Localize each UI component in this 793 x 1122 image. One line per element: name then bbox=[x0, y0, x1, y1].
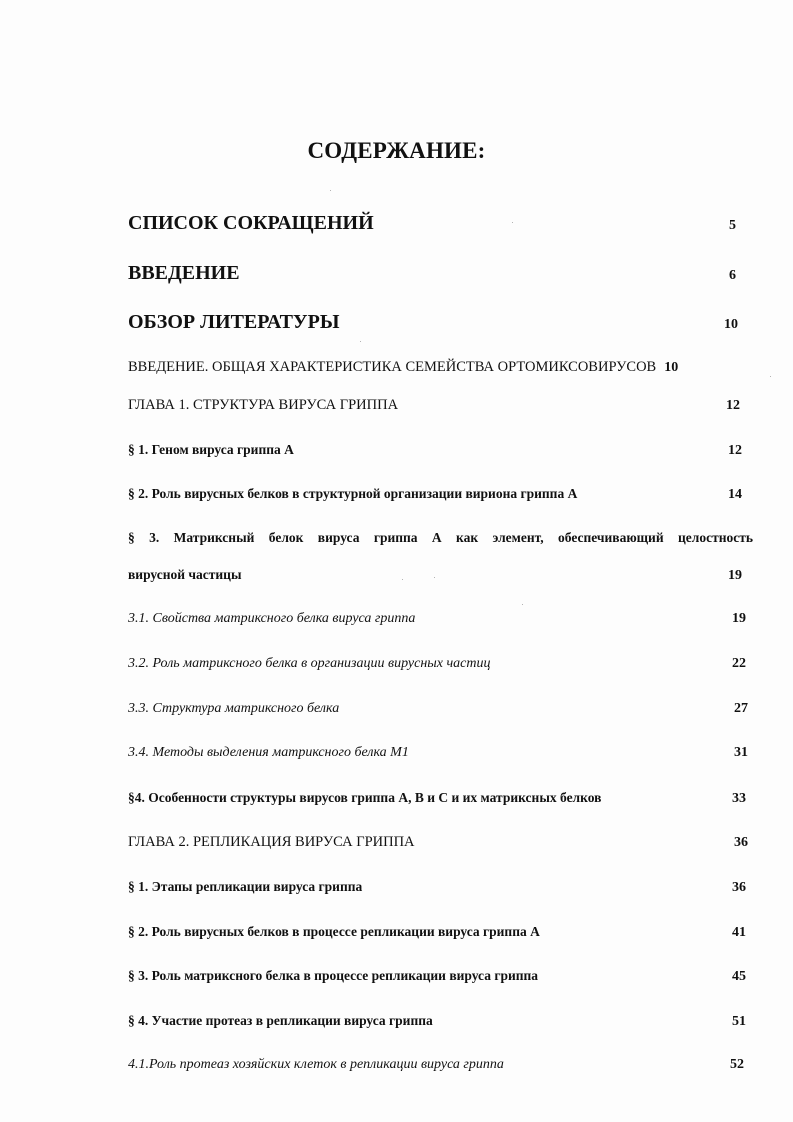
toc-entry-text: СПИСОК СОКРАЩЕНИЙ bbox=[128, 212, 374, 234]
toc-entry-text: ВВЕДЕНИЕ bbox=[128, 262, 240, 284]
toc-entry-text: 4.1.Роль протеаз хозяйских клеток в репликации вируса гриппа bbox=[128, 1057, 504, 1072]
toc-entry bbox=[128, 879, 748, 896]
scan-speck bbox=[770, 376, 771, 377]
toc-entry bbox=[128, 359, 743, 376]
toc-entry-text: ОБЗОР ЛИТЕРАТУРЫ bbox=[128, 311, 340, 333]
toc-page-number: 27 bbox=[734, 701, 748, 716]
toc-page-number: 12 bbox=[726, 398, 740, 413]
toc-entry-text-line-2: вирусной частицы bbox=[128, 567, 242, 582]
toc-page-number: 36 bbox=[732, 880, 746, 895]
toc-entry bbox=[128, 262, 748, 285]
toc-entry-text: 3.4. Методы выделения матриксного белка М1 bbox=[128, 745, 409, 760]
toc-entry bbox=[128, 834, 748, 851]
toc-page-number: 36 bbox=[734, 835, 748, 850]
toc-page-number: 5 bbox=[729, 218, 736, 233]
toc-entry-text: 3.3. Структура матриксного белка bbox=[128, 701, 340, 716]
toc-page-number: 52 bbox=[730, 1057, 744, 1072]
toc-entry bbox=[128, 701, 748, 717]
toc-entry bbox=[128, 968, 748, 985]
scan-speck bbox=[522, 604, 523, 605]
scan-speck bbox=[434, 577, 435, 578]
toc-entry-text: ВВЕДЕНИЕ. ОБЩАЯ ХАРАКТЕРИСТИКА СЕМЕЙСТВА ОРТОМИКСОВИРУСОВ bbox=[128, 359, 657, 375]
toc-entry bbox=[128, 611, 748, 627]
toc-entry bbox=[128, 486, 748, 503]
toc-entry bbox=[128, 1057, 748, 1073]
toc-entry-text: § 4. Участие протеаз в репликации вируса гриппа bbox=[128, 1013, 433, 1028]
page-title: СОДЕРЖАНИЕ: bbox=[307, 138, 486, 163]
toc-entry-text: § 2. Роль вирусных белков в процессе репликации вируса гриппа А bbox=[128, 924, 540, 939]
toc-page-number: 6 bbox=[729, 268, 736, 283]
toc-entry bbox=[128, 745, 748, 761]
toc-entry-text: § 3. Роль матриксного белка в процессе репликации вируса гриппа bbox=[128, 968, 539, 983]
scan-speck bbox=[330, 190, 331, 191]
toc-page-number: 51 bbox=[732, 1014, 746, 1029]
toc-page-number: 19 bbox=[728, 568, 742, 583]
toc-page-number: 14 bbox=[728, 487, 742, 502]
toc-entry-text: 3.2. Роль матриксного белка в организации вирусных частиц bbox=[128, 656, 491, 671]
toc-page-number: 22 bbox=[732, 656, 746, 671]
scan-speck bbox=[512, 222, 513, 223]
toc-entry bbox=[128, 212, 748, 235]
toc-entry-text: ГЛАВА 2. РЕПЛИКАЦИЯ ВИРУСА ГРИППА bbox=[128, 834, 415, 850]
toc-page-number: 31 bbox=[734, 745, 748, 760]
toc-entry-text: § 1. Геном вируса гриппа А bbox=[128, 442, 294, 457]
toc-entry bbox=[128, 790, 748, 807]
toc-entry bbox=[128, 567, 748, 584]
toc-entry bbox=[128, 1013, 748, 1030]
toc-entry bbox=[128, 924, 748, 941]
toc-entry-text: 3.1. Свойства матриксного белка вируса гриппа bbox=[128, 611, 416, 626]
toc-entry-text: § 1. Этапы репликации вируса гриппа bbox=[128, 879, 363, 894]
scan-speck bbox=[360, 341, 361, 342]
toc-page-number: 10 bbox=[724, 317, 738, 332]
toc-page-number: 45 bbox=[732, 969, 746, 984]
toc-entry-text: ГЛАВА 1. СТРУКТУРА ВИРУСА ГРИППА bbox=[128, 397, 399, 413]
toc-page-number: 33 bbox=[732, 791, 746, 806]
toc-entry bbox=[128, 442, 748, 459]
toc-page-number: 12 bbox=[728, 443, 742, 458]
toc-entry bbox=[128, 397, 748, 414]
scan-speck bbox=[402, 579, 403, 580]
toc-entry-text-line-1: § 3. Матриксный белок вируса гриппа А как элемент, обеспечивающий целостность bbox=[128, 530, 753, 545]
toc-page-number: 10 bbox=[664, 360, 679, 375]
toc-entry bbox=[128, 656, 748, 672]
toc-page-number: 19 bbox=[732, 611, 746, 626]
toc-page-number: 41 bbox=[732, 925, 746, 940]
toc-entry-text: § 2. Роль вирусных белков в структурной организации вириона гриппа А bbox=[128, 486, 578, 501]
toc-entry-text: §4. Особенности структуры вирусов гриппа А, В и С и их матриксных белков bbox=[128, 790, 602, 805]
toc-entry bbox=[128, 311, 748, 334]
